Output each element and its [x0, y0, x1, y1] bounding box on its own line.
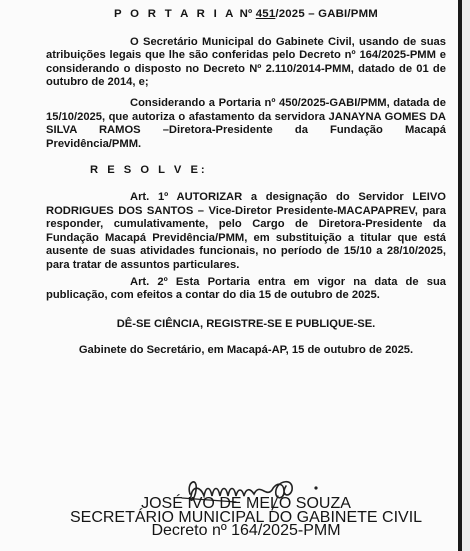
page-edge-strip [462, 0, 470, 551]
article-2: Art. 2º Esta Portaria entra em vigor na data de sua publicação, com efeitos a contar do dia 15 de outubro de 2025. [46, 275, 446, 302]
signature-block [46, 497, 446, 538]
title-suffix: /2025 – GABI/PMM [275, 8, 378, 20]
title-number-label: Nº [239, 8, 253, 20]
paragraph-preamble: O Secretário Municipal do Gabinete Civil, usando de suas atribuições legais que lhe são conferidas pelo Decreto nº 164/2025-PMM e considerando o disposto no Decreto Nº 2.110/2014-PMM, datado de 01 de outubro de 2014, e; [46, 35, 446, 89]
signatory-decree: Decreto nº 164/2025-PMM [151, 522, 341, 540]
title-prefix: P O R T A R I A [114, 8, 237, 20]
article-1: Art. 1º AUTORIZAR a designação do Servidor LEIVO RODRIGUES DOS SANTOS – Vice-Diretor Presidente-MACAPAPREV, para responder, cumulativamente, pelo Cargo de Diretora-Presidente da Fundação Macapá Previdência/PMM, em substituição a titular que está ausente de suas atividades funcionais, no período de 15/10 a 28/10/2025, para tratar de assuntos particulares. [46, 190, 446, 271]
document-title [46, 8, 446, 22]
signatory-role: SECRETÁRIO MUNICIPAL DO GABINETE CIVIL [69, 508, 423, 526]
place-and-date: Gabinete do Secretário, em Macapá-AP, 15 de outubro de 2025. [78, 344, 414, 357]
title-number: 451 [255, 8, 276, 20]
closing-statement: DÊ-SE CIÊNCIA, REGISTRE-SE E PUBLIQUE-SE. [116, 317, 376, 330]
signatory-name: JOSÉ IVO DE MELO SOUZA [141, 495, 351, 512]
document-body [46, 8, 446, 358]
resolve-heading: R E S O L V E: [90, 164, 208, 177]
paragraph-considering: Considerando a Portaria nº 450/2025-GABI/PMM, datada de 15/10/2025, que autoriza o afastamento da servidora JANAYNA GOMES DA SILVA RAMOS –Diretora-Presidente da Fundação Macapá Previdência/PMM. [46, 96, 446, 150]
